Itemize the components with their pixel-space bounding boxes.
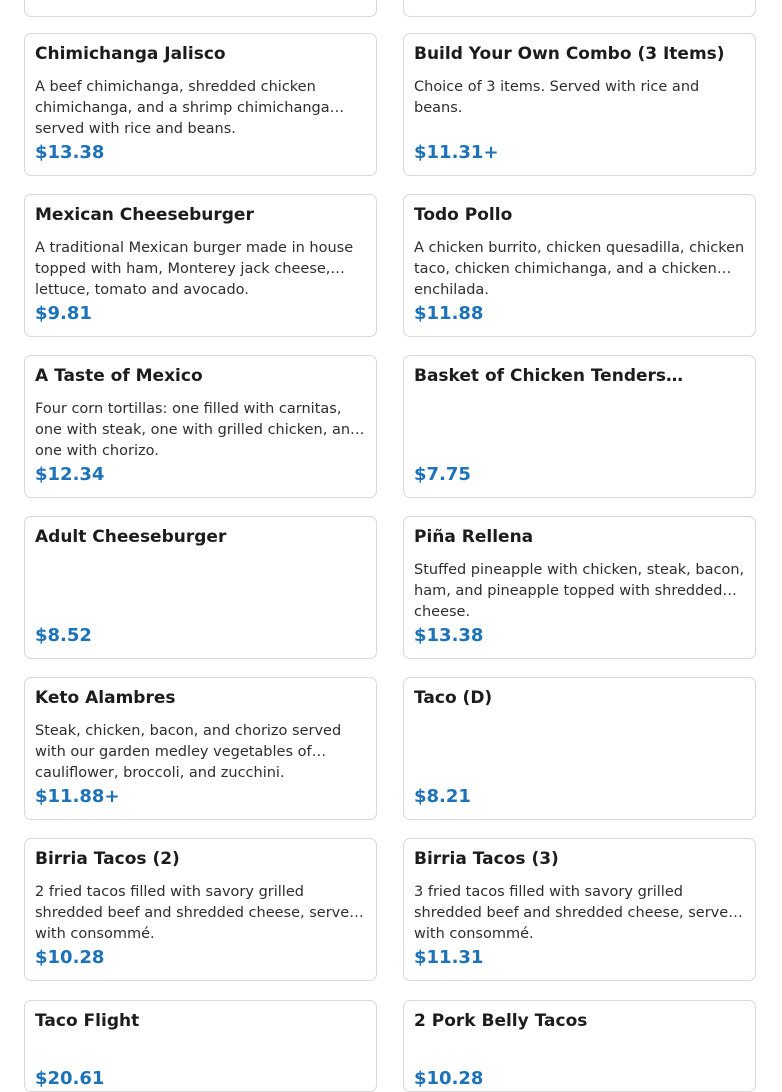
item-name: Adult Cheeseburger — [35, 527, 227, 547]
menu-item-card[interactable] — [403, 33, 756, 176]
item-name: Basket of Chicken Tenders… — [414, 366, 684, 386]
item-description: Choice of 3 items. Served with rice and beans. — [414, 79, 700, 116]
item-name: Keto Alambres — [35, 688, 176, 708]
item-name: Taco Flight — [35, 1011, 140, 1031]
menu-item-card[interactable] — [403, 516, 756, 659]
item-description: A beef chimichanga, shredded chicken chimichanga, and a shrimp chimichanga served with rice and beans. — [35, 79, 330, 137]
item-name: Taco (D) — [414, 688, 493, 708]
item-description — [35, 560, 366, 602]
menu-item-card-partial[interactable] — [24, 0, 377, 17]
menu-item-card[interactable] — [403, 677, 756, 820]
item-price: $12.34 — [35, 464, 105, 485]
item-name: 2 Pork Belly Tacos — [414, 1011, 588, 1031]
item-description: Stuffed pineapple with chicken, steak, bacon, ham, and pineapple topped with shredded cheese. — [414, 562, 745, 620]
menu-item-card[interactable] — [24, 677, 377, 820]
item-name: Birria Tacos (3) — [414, 849, 559, 869]
item-name: Chimichanga Jalisco — [35, 44, 226, 64]
item-price: $11.31+ — [414, 142, 499, 163]
item-price: $13.38 — [35, 142, 105, 163]
menu-item-card[interactable] — [403, 1000, 756, 1092]
item-name: Todo Pollo — [414, 205, 513, 225]
item-price: $10.28 — [35, 947, 105, 968]
item-name: A Taste of Mexico — [35, 366, 203, 386]
menu-item-card[interactable] — [24, 1000, 377, 1092]
item-price: $9.81 — [35, 303, 92, 324]
item-description: Four corn tortillas: one filled with carnitas, one with steak, one with grilled chicken, and one with chorizo. — [35, 401, 360, 459]
menu-item-card[interactable] — [24, 194, 377, 337]
item-name: Birria Tacos (2) — [35, 849, 180, 869]
menu-item-card[interactable] — [24, 838, 377, 981]
item-price: $11.31 — [414, 947, 484, 968]
item-price: $8.21 — [414, 786, 471, 807]
menu-item-card-partial[interactable] — [403, 0, 756, 17]
item-name: Mexican Cheeseburger — [35, 205, 254, 225]
item-name: Build Your Own Combo (3 Items) — [414, 44, 725, 64]
item-price: $10.28 — [414, 1068, 484, 1089]
item-description — [414, 721, 745, 763]
item-description: Steak, chicken, bacon, and chorizo served with our garden medley vegetables of cauliflower, broccoli, and zucchini. — [35, 723, 342, 781]
item-price: $8.52 — [35, 625, 92, 646]
menu-item-card[interactable] — [403, 355, 756, 498]
item-description: A chicken burrito, chicken quesadilla, chicken taco, chicken chimichanga, and a chicken enchilada. — [414, 240, 745, 298]
item-price: $20.61 — [35, 1068, 105, 1089]
item-price: $11.88 — [414, 303, 484, 324]
menu-item-card[interactable] — [403, 194, 756, 337]
menu-item-card[interactable] — [24, 516, 377, 659]
item-description: 2 fried tacos filled with savory grilled shredded beef and shredded cheese, served with consommé. — [35, 884, 359, 942]
menu-item-card[interactable] — [403, 838, 756, 981]
item-description: A traditional Mexican burger made in house topped with ham, Monterey jack cheese, lettuce, tomato and avocado. — [35, 240, 354, 298]
item-description: 3 fried tacos filled with savory grilled shredded beef and shredded cheese, served with consommé. — [414, 884, 738, 942]
item-description — [414, 399, 745, 441]
item-price: $11.88+ — [35, 786, 120, 807]
menu-item-card[interactable] — [24, 33, 377, 176]
item-price: $13.38 — [414, 625, 484, 646]
item-name: Piña Rellena — [414, 527, 534, 547]
menu-item-card[interactable] — [24, 355, 377, 498]
item-price: $7.75 — [414, 464, 471, 485]
